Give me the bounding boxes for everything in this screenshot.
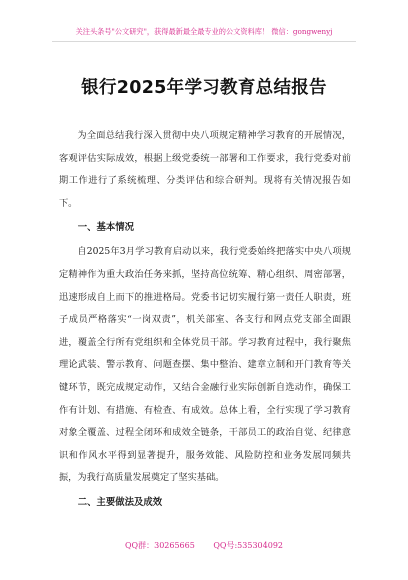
document-title: 银行2025年学习教育总结报告: [81, 78, 327, 98]
section-heading-practices: 二、主要做法及成效: [77, 496, 163, 508]
footer-qq-group: QQ群：30265665: [124, 541, 195, 550]
section-heading-basic: 一、基本情况: [77, 222, 135, 234]
header-divider: [52, 41, 356, 42]
document-body: [59, 125, 351, 516]
footer-qq-number: QQ号:535304092: [213, 541, 283, 550]
intro-paragraph: 为全面总结我行深入贯彻中央八项规定精神学习教育的开展情况，客观评估实际成效，根据上级党委统一部署和工作要求，我行党委对前期工作进行了系统梳理、分类评估和综合研判。现将有关情况报告如下。: [59, 130, 351, 209]
section-paragraph-basic: 自2025年3月学习教育启动以来，我行党委始终把落实中央八项规定精神作为重大政治任务来抓，坚持高位统筹、精心组织、周密部署，迅速形成自上而下的推进格局。党委书记切实履行第一责任人职责，班子成员严格落实“一岗双责”，机关部室、各支行和网点党支部全面跟进，覆盖全行所有党组织和全体党员干部。学习教育过程中，我行聚焦理论武装、警示教育、问题查摆、集中整治、建章立制和开门教育等关键环节，既完成规定动作，又结合金融行业实际创新自选动作，确保工作有计划、有措施、有检查、有成效。总体上看，全行实现了学习教育对象全覆盖、过程全闭环和成效全链条，干部员工的政治自觉、纪律意识和作风水平得到显著提升，服务效能、风险防控和业务发展同频共振，为我行高质量发展奠定了坚实基础。: [59, 246, 351, 484]
header-promo-note: 关注头条号"公文研究"，获得最新最全最专业的公文资料库！ 微信：gongwenyj: [75, 27, 333, 36]
footer-contact: [0, 540, 408, 551]
